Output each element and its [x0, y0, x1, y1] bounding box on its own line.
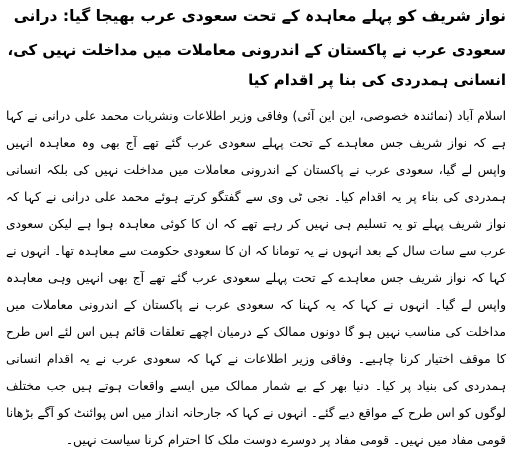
subheadline: سعودی عرب نے پاکستان کے اندرونی معاملات میں مداخلت نہیں کی، انسانی ہمدردی کی بنا پر اقدام کیا: [7, 41, 506, 89]
headline: نواز شریف کو پہلے معاہدہ کے تحت سعودی عرب بھیجا گیا: درانی: [13, 7, 506, 25]
article-body: اسلام آباد (نمائندہ خصوصی، این این آئی) وفاقی وزیر اطلاعات ونشریات محمد علی درانی نے کہا ہے کہ نواز شریف جس معاہدے کے تحت پہلے سعودی عرب گئے تھے آج بھی وہ معاہدہ انہیں واپس لے گیا، سعودی عرب نے پاکستان کے اندرونی معاملات میں مداخلت نہیں کی بلکہ انسانی ہمدردی کی بناء پر یہ اقدام کیا۔ نجی ٹی وی سے گفتگو کرتے ہوئے محمد علی درانی نے کہا کہ نواز شریف پہلے تو یہ تسلیم ہی نہیں کر رہے تھے کہ ان کا کوئی معاہدہ ہوا ہے لیکن سعودی عرب سے سات سال کے بعد انہوں نے یہ تومانا کہ ان کا سعودی حکومت سے معاہدہ تھا۔ انہوں نے کہا کہ نواز شریف جس معاہدے کے تحت پہلے سعودی عرب گئے تھے آج بھی انہیں وہی معاہدہ واپس لے گیا۔ انہوں نے کہا کہ یہ کہنا کہ سعودی عرب نے پاکستان کے اندرونی معاملات میں مداخلت کی مناسب نہیں ہو گا دونوں ممالک کے درمیان اچھے تعلقات قائم ہیں اس لئے اس طرح کا موقف اختیار کرنا چاہیے۔ وفاقی وزیر اطلاعات نے کہا کہ سعودی عرب نے یہ اقدام انسانی ہمدردی کی بنیاد پر کیا۔ دنیا بھر کے بے شمار ممالک میں ایسے واقعات ہوتے ہیں جب مختلف لوگوں کو اس طرح کے مواقع دیے گئے۔ انہوں نے کہا کہ جارحانہ انداز میں اس پوائنٹ کو آگے بڑھانا قومی مفاد میں نہیں۔ قومی مفاد پر دوسرے دوست ملک کا احترام کرنا سیاست نہیں۔: [6, 109, 506, 447]
news-article: [6, 2, 506, 468]
